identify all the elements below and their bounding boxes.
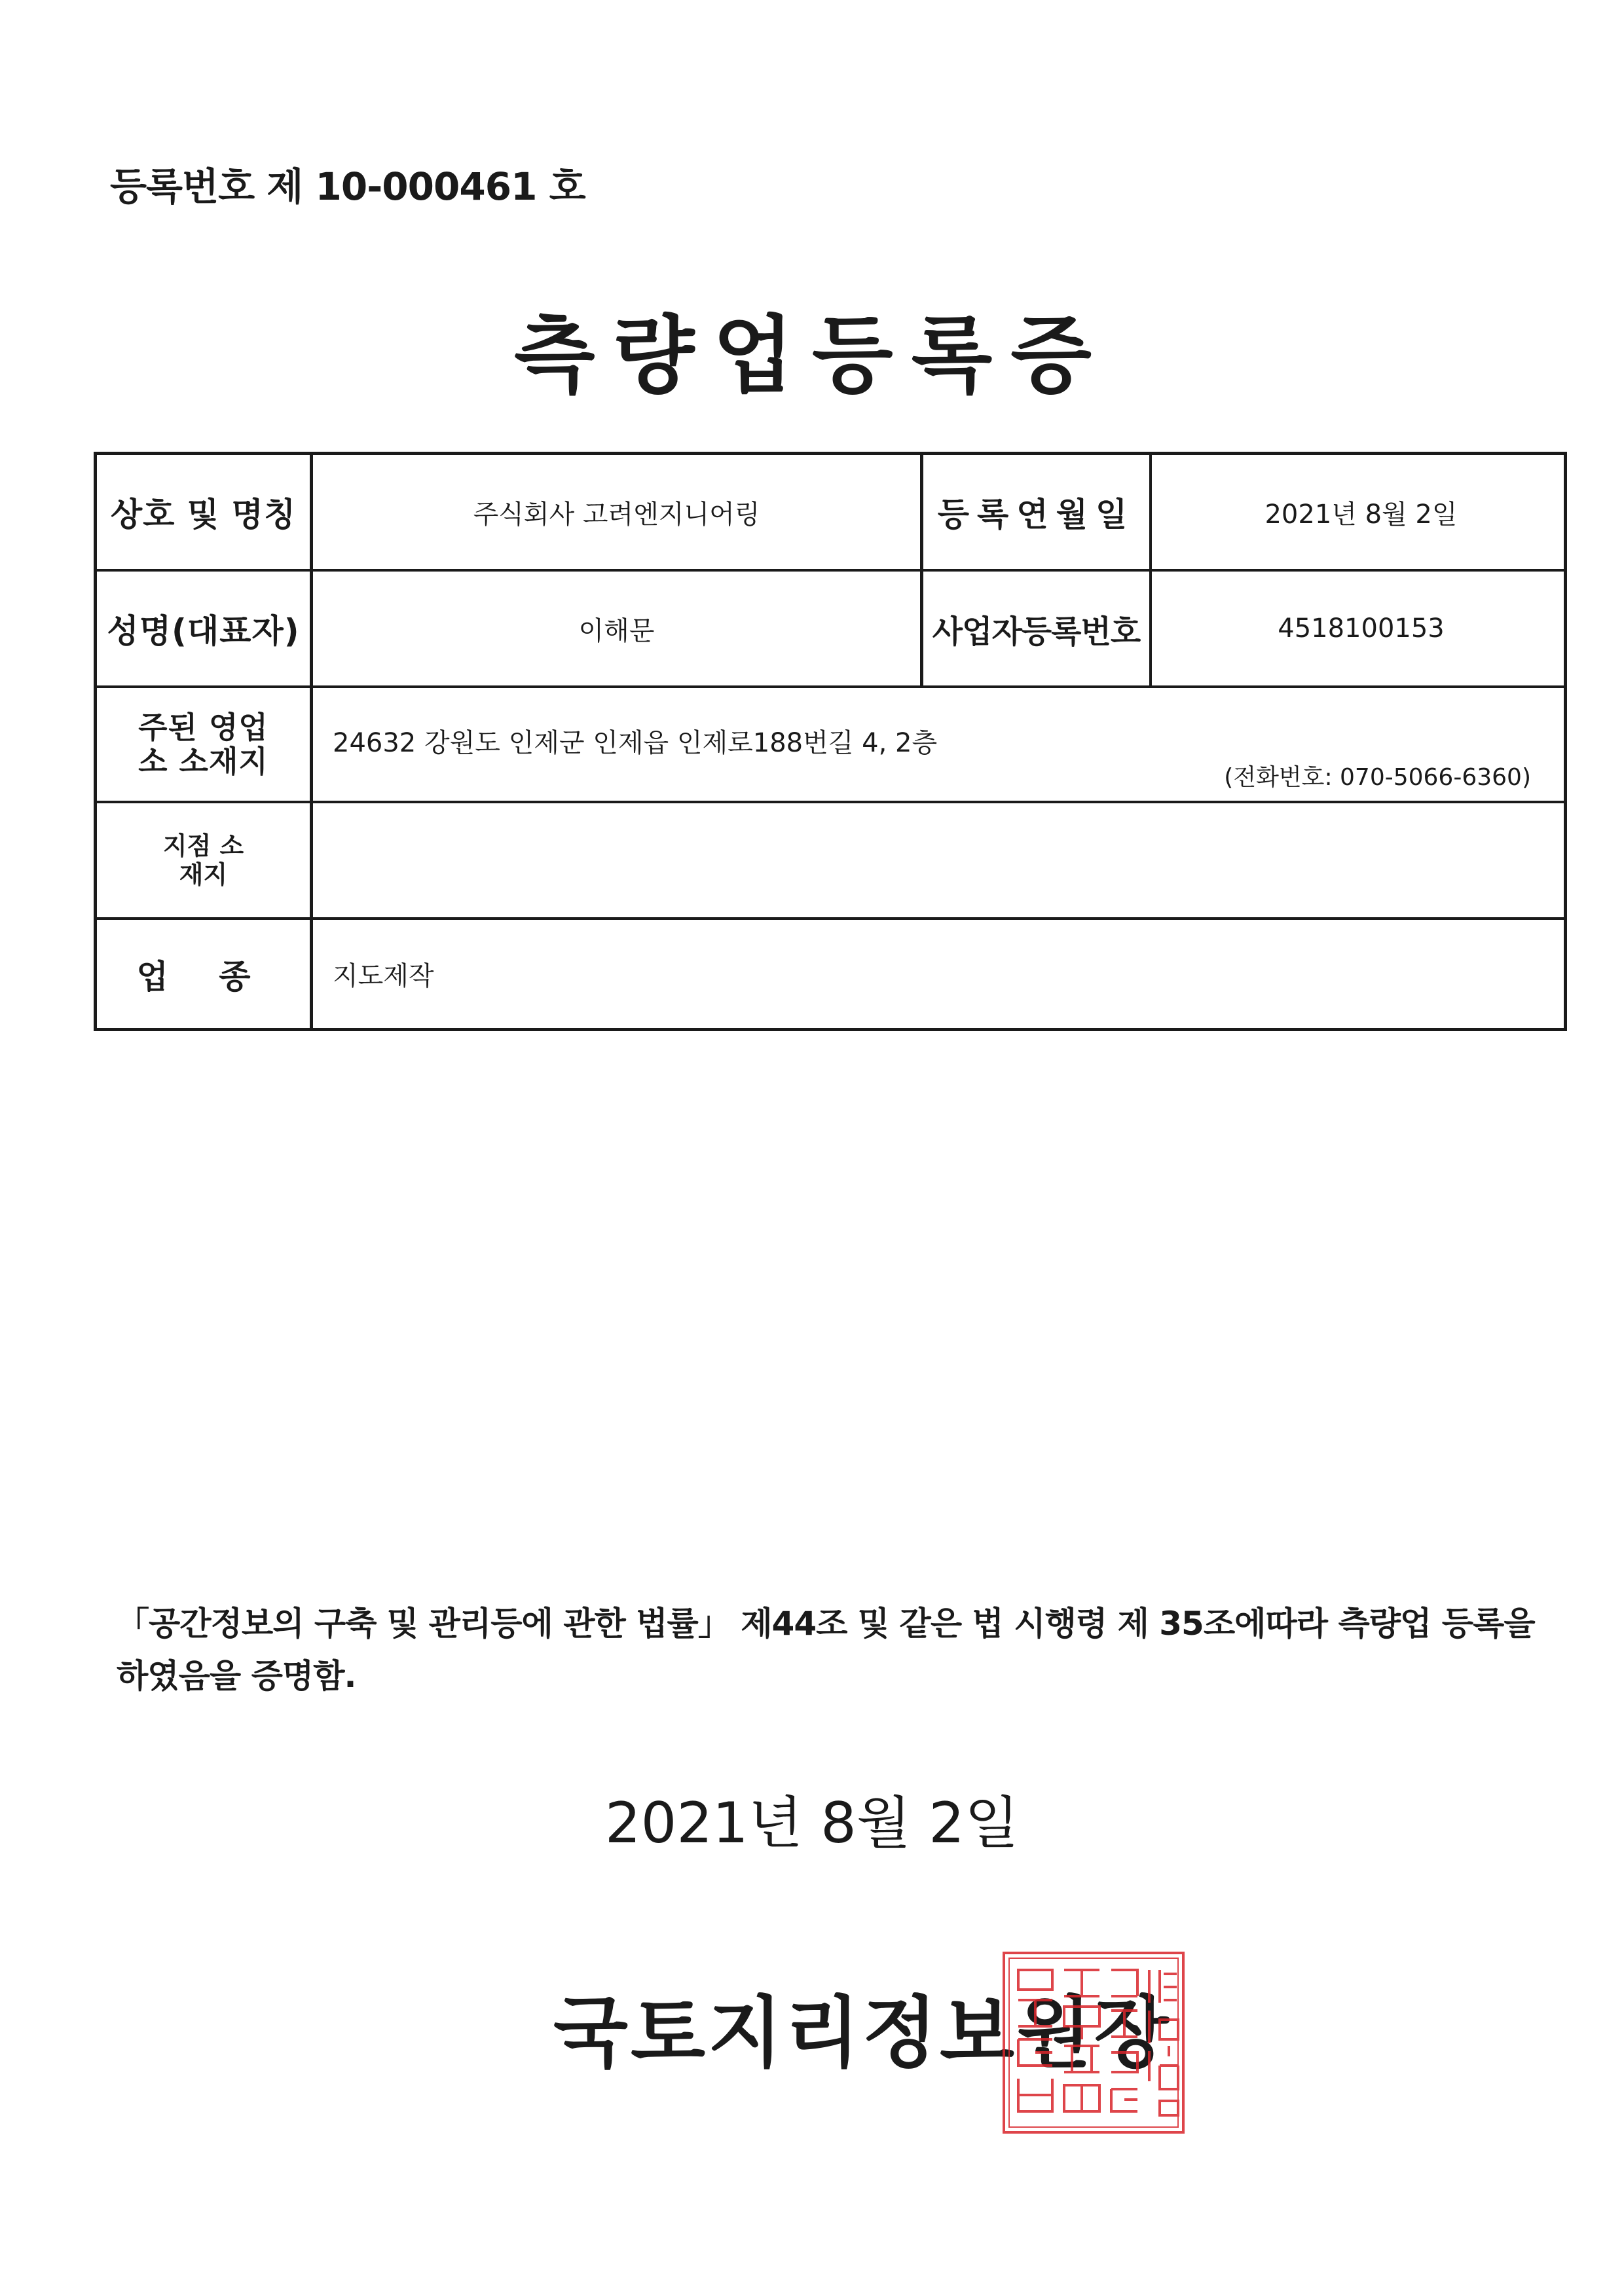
label-business-type: 업 종 xyxy=(136,957,270,996)
representative-name: 이해문 xyxy=(310,572,920,685)
issue-date: 2021년 8월 2일 xyxy=(604,1791,1020,1856)
issuer-name: 국토지리정보원장 xyxy=(553,1988,1172,2078)
main-office-address-cell xyxy=(310,688,1570,801)
certificate-table xyxy=(94,452,1567,1031)
table-row xyxy=(97,688,1564,803)
main-office-address: 24632 강원도 인제군 인제읍 인제로188번길 4, 2층 xyxy=(333,728,938,758)
certification-statement: 「공간정보의 구축 및 관리등에 관한 법률」 제44조 및 같은 법 시행령 제 35조에따라 측량업 등록을 하였음을 증명함. xyxy=(117,1605,1535,1695)
document-title: 측량업등록증 xyxy=(514,307,1110,405)
registration-date: 2021년 8월 2일 xyxy=(1149,455,1570,569)
table-row xyxy=(97,803,1564,920)
table-row xyxy=(97,455,1564,572)
business-number: 4518100153 xyxy=(1149,572,1570,685)
label-main-office: 주된 영업소 소재지 xyxy=(138,710,268,779)
label-representative: 성명(대표자) xyxy=(107,612,300,650)
branch-office-address xyxy=(310,803,1570,917)
registration-number: 등록번호 제 10-000461 호 xyxy=(110,164,585,209)
phone-number: (전화번호: 070-5066-6360) xyxy=(1224,764,1531,791)
label-registration-date: 등록연월일 xyxy=(920,455,1149,569)
official-seal-stamp xyxy=(999,1948,1189,2138)
table-row xyxy=(97,572,1564,688)
label-branch-office: 지점 소재지 xyxy=(162,831,244,889)
company-name: 주식회사 고려엔지니어링 xyxy=(310,455,920,569)
label-company-name: 상호 및 명칭 xyxy=(110,496,297,534)
table-row xyxy=(97,920,1564,1028)
business-type: 지도제작 xyxy=(310,920,1570,1028)
label-business-number: 사업자등록번호 xyxy=(920,572,1149,685)
